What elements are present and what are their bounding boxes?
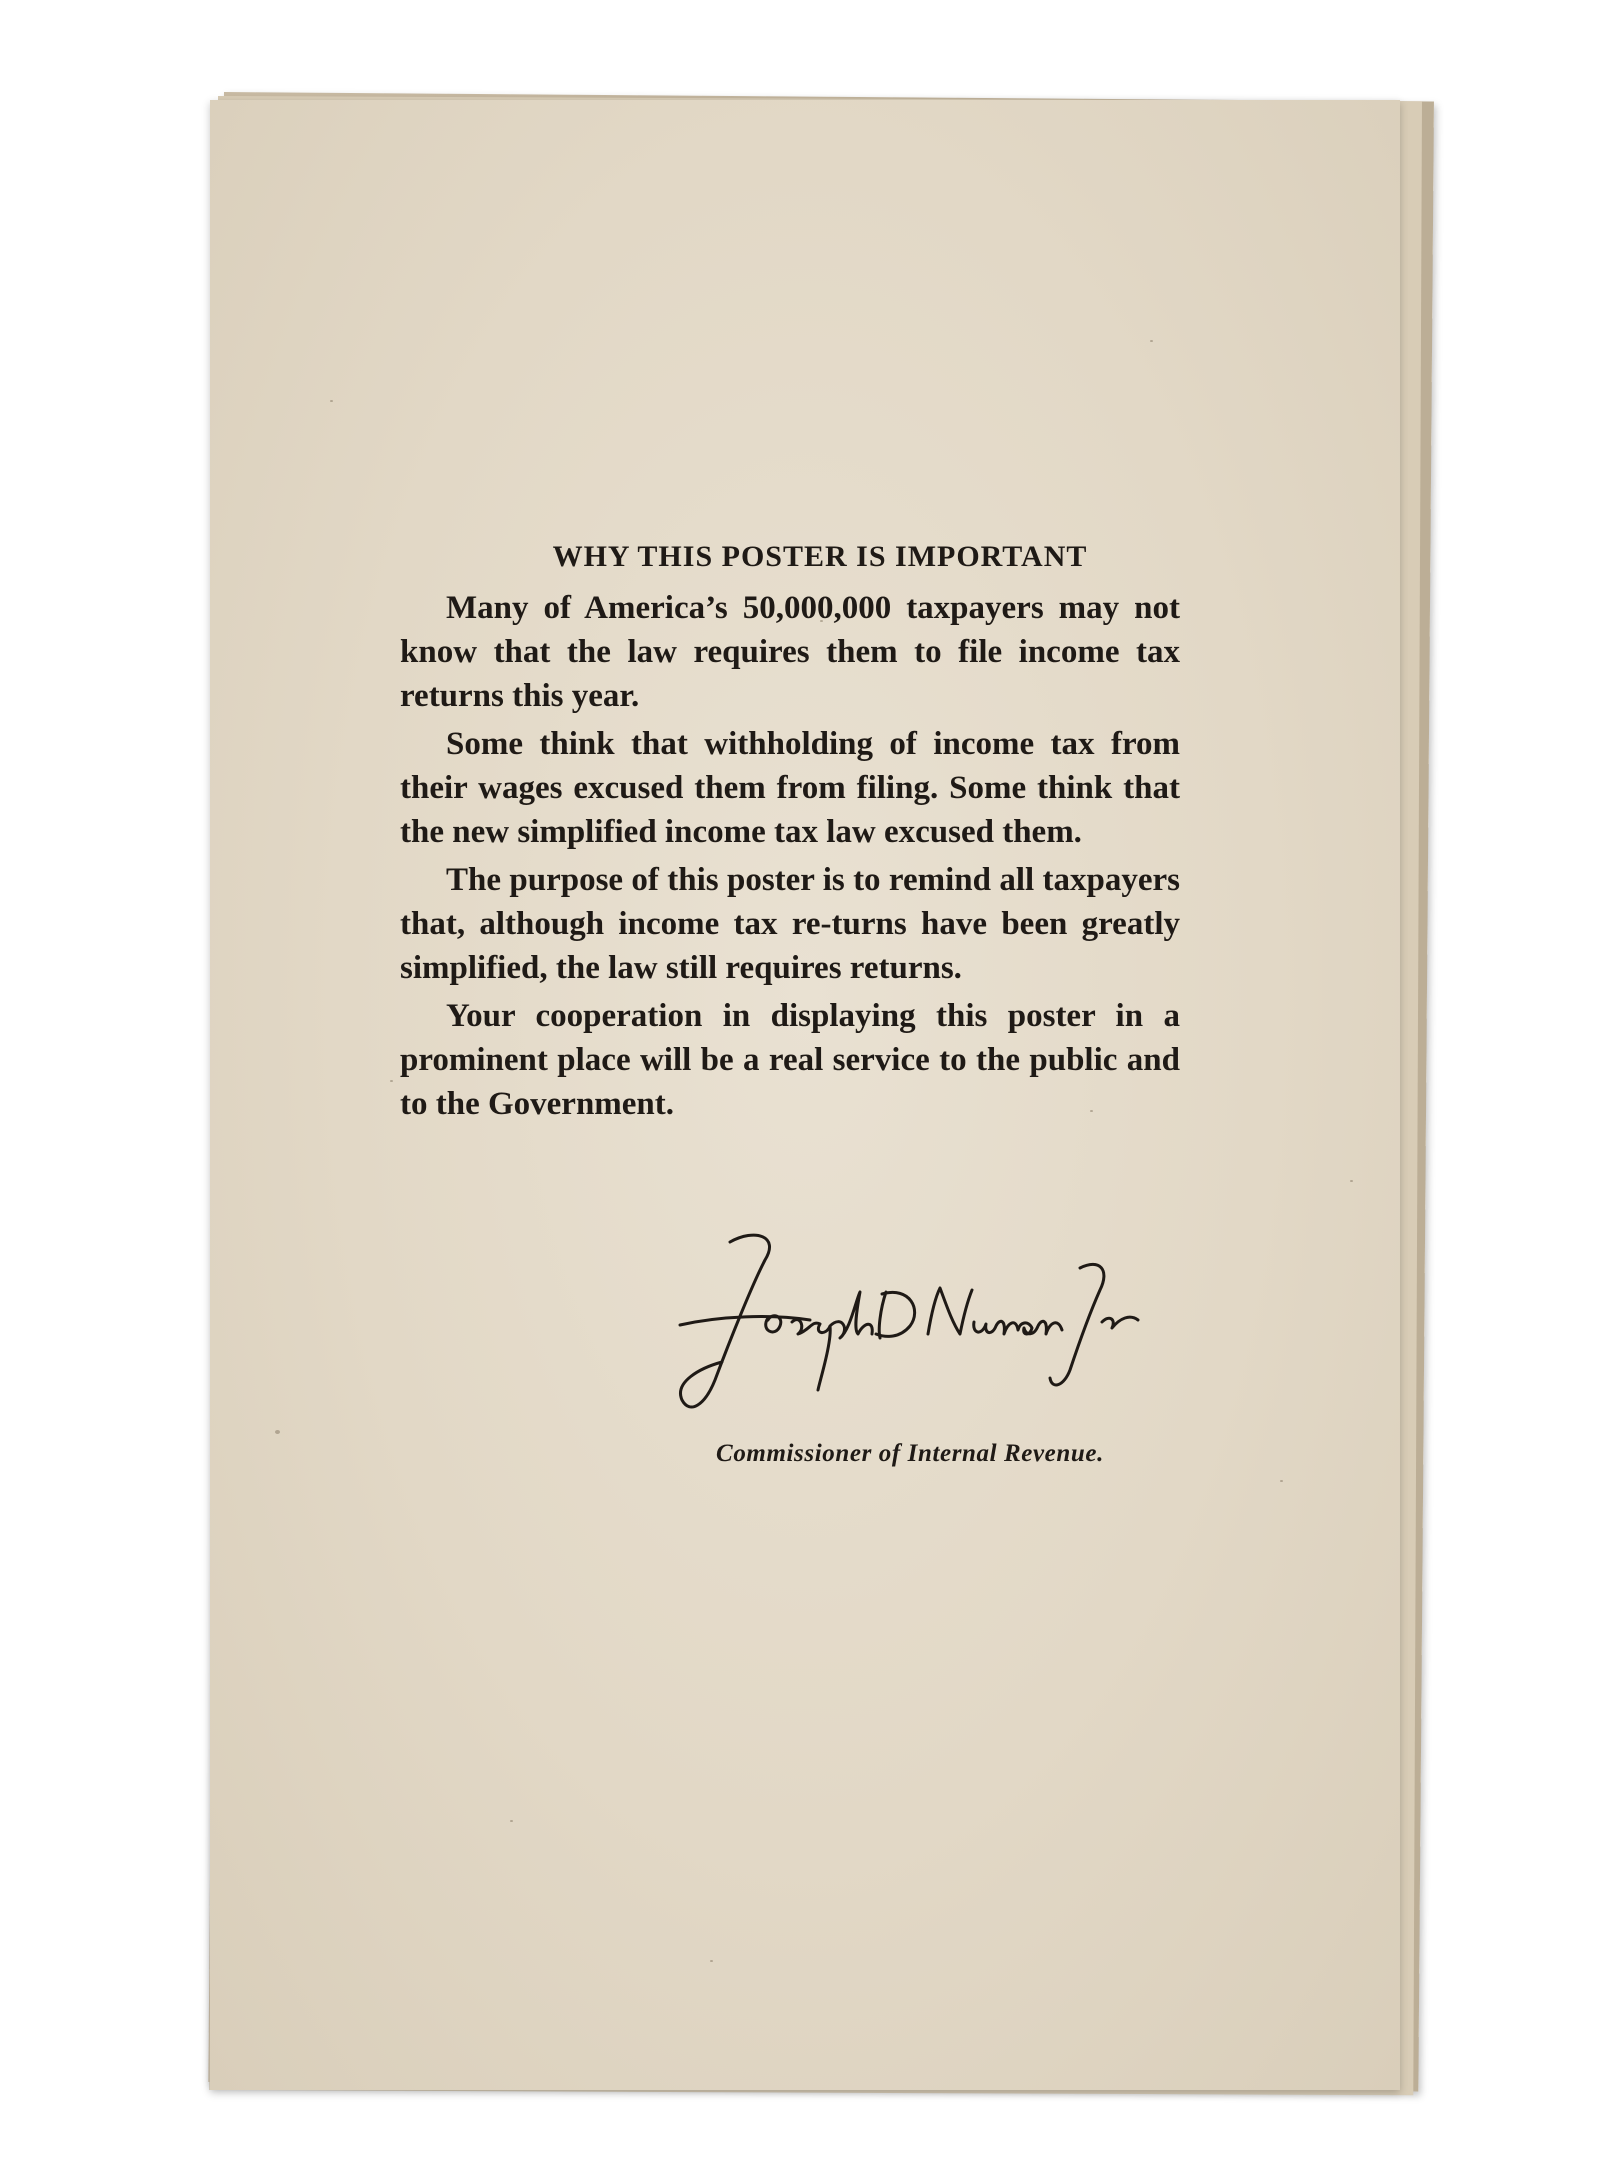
paper-fleck <box>275 1430 280 1434</box>
paper-fleck <box>1150 340 1153 342</box>
notice-body <box>400 540 1180 1130</box>
poster-sheet <box>210 100 1400 2090</box>
paper-fleck <box>510 1820 513 1822</box>
notice-heading: WHY THIS POSTER IS IMPORTANT <box>552 540 1088 573</box>
paragraph-purpose: The purpose of this poster is to remind all taxpayers that, although income tax re-turns have been greatly simplified, the law still requires returns. <box>400 862 1180 986</box>
paragraph-withholding: Some think that withholding of income tax from their wages excused them from filing. Some think that the new simplified income tax law excused them. <box>400 726 1180 850</box>
signer-title: Commissioner of Internal Revenue. <box>716 1440 1104 1467</box>
paper-fleck <box>710 1960 713 1962</box>
paper-fleck <box>1350 1180 1353 1182</box>
paper-fleck <box>330 400 333 402</box>
paragraph-taxpayers: Many of America’s 50,000,000 taxpayers may not know that the law requires them to file income tax returns this year. <box>400 590 1180 714</box>
paper-fleck <box>390 1080 393 1082</box>
signature-graphic <box>660 1230 1160 1450</box>
paragraph-cooperation: Your cooperation in displaying this poster in a prominent place will be a real service to the public and to the Government. <box>400 998 1180 1122</box>
paper-fleck <box>1280 1480 1283 1482</box>
handwritten-signature <box>660 1230 1160 1540</box>
